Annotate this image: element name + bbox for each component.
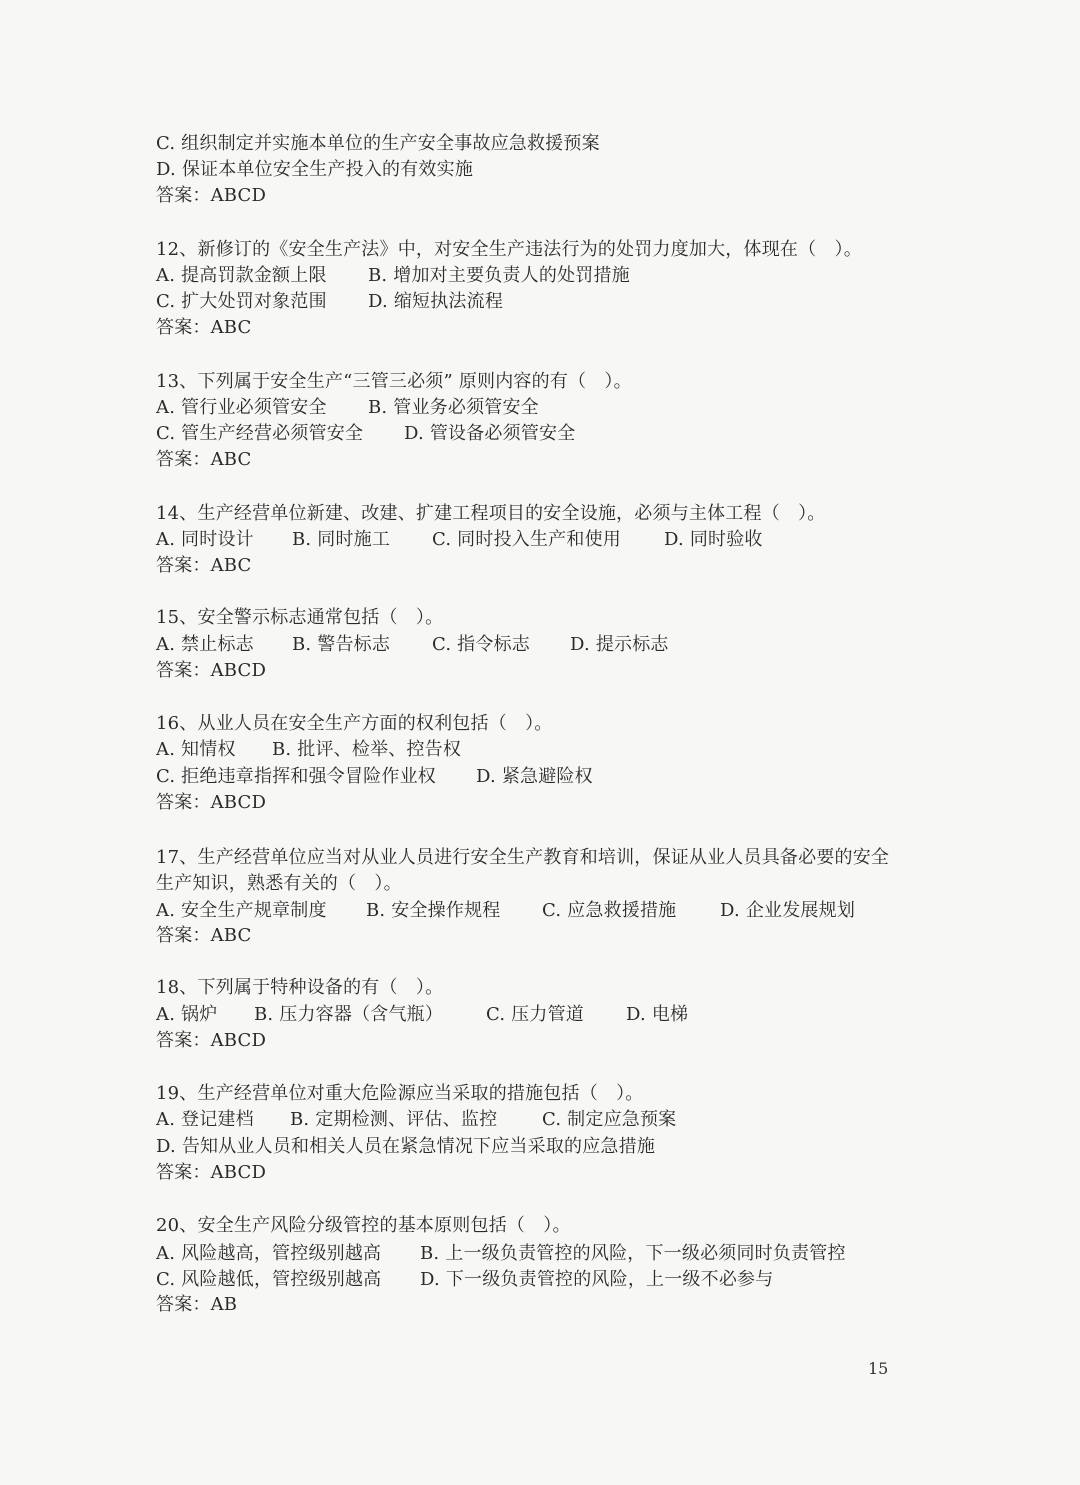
question-text: 15、安全警示标志通常包括（ ）。: [156, 607, 444, 628]
option: C. 管生产经营必须管安全: [156, 423, 364, 444]
option: D. 下一级负责管控的风险，上一级不必参与: [420, 1269, 774, 1290]
question-text: 19、生产经营单位对重大危险源应当采取的措施包括（ ）。: [156, 1083, 644, 1104]
option: D. 告知从业人员和相关人员在紧急情况下应当采取的应急措施: [156, 1136, 656, 1157]
option: A. 安全生产规章制度: [156, 900, 327, 921]
option: B. 上一级负责管控的风险，下一级必须同时负责管控: [420, 1243, 846, 1264]
answer: 答案：ABC: [156, 925, 252, 946]
answer: 答案：ABCD: [156, 660, 267, 681]
answer: 答案：ABCD: [156, 1030, 267, 1051]
option: C. 风险越低，管控级别越高: [156, 1269, 382, 1290]
option: A. 提高罚款金额上限: [156, 265, 327, 286]
answer: 答案：ABCD: [156, 185, 267, 206]
option: C. 组织制定并实施本单位的生产安全事故应急救援预案: [156, 133, 600, 154]
page-number: 15: [868, 1359, 889, 1378]
answer: 答案：AB: [156, 1294, 238, 1315]
option: B. 压力容器（含气瓶）: [254, 1004, 444, 1025]
option: C. 拒绝违章指挥和强令冒险作业权: [156, 766, 436, 787]
option: C. 压力管道: [486, 1004, 584, 1025]
option: D. 同时验收: [664, 529, 763, 550]
option: D. 缩短执法流程: [368, 291, 504, 312]
option: C. 指令标志: [432, 634, 530, 655]
option: C. 同时投入生产和使用: [432, 529, 621, 550]
answer: 答案：ABC: [156, 555, 252, 576]
option: A. 知情权: [156, 739, 236, 760]
question-text: 18、下列属于特种设备的有（ ）。: [156, 977, 444, 998]
option: D. 电梯: [626, 1004, 689, 1025]
option: B. 增加对主要负责人的处罚措施: [368, 265, 630, 286]
option: C. 扩大处罚对象范围: [156, 291, 327, 312]
option: A. 管行业必须管安全: [156, 397, 327, 418]
option: A. 禁止标志: [156, 634, 254, 655]
option: B. 管业务必须管安全: [368, 397, 539, 418]
option: A. 锅炉: [156, 1004, 218, 1025]
question-text-continued: 生产知识，熟悉有关的（ ）。: [156, 873, 402, 894]
question-text: 17、生产经营单位应当对从业人员进行安全生产教育和培训，保证从业人员具备必要的安全: [156, 847, 890, 868]
answer: 答案：ABC: [156, 317, 252, 338]
option: C. 制定应急预案: [542, 1109, 677, 1130]
question-text: 14、生产经营单位新建、改建、扩建工程项目的安全设施，必须与主体工程（ ）。: [156, 503, 826, 524]
answer: 答案：ABC: [156, 449, 252, 470]
option: D. 提示标志: [570, 634, 669, 655]
option: A. 风险越高，管控级别越高: [156, 1243, 382, 1264]
option: B. 警告标志: [292, 634, 391, 655]
question-text: 20、安全生产风险分级管控的基本原则包括（ ）。: [156, 1215, 571, 1236]
option: B. 安全操作规程: [366, 900, 501, 921]
option: C. 应急救援措施: [542, 900, 677, 921]
option: D. 企业发展规划: [720, 900, 856, 921]
answer: 答案：ABCD: [156, 792, 267, 813]
question-text: 13、下列属于安全生产“三管三必须” 原则内容的有（ ）。: [156, 371, 632, 392]
option: A. 同时设计: [156, 529, 254, 550]
question-text: 16、从业人员在安全生产方面的权利包括（ ）。: [156, 713, 553, 734]
option: B. 定期检测、评估、监控: [290, 1109, 498, 1130]
option: B. 同时施工: [292, 529, 391, 550]
option: D. 管设备必须管安全: [404, 423, 576, 444]
answer: 答案：ABCD: [156, 1162, 267, 1183]
option: B. 批评、检举、控告权: [272, 739, 462, 760]
option: D. 紧急避险权: [476, 766, 593, 787]
question-text: 12、新修订的《安全生产法》中，对安全生产违法行为的处罚力度加大，体现在（ ）。: [156, 239, 862, 260]
option: A. 登记建档: [156, 1109, 254, 1130]
option: D. 保证本单位安全生产投入的有效实施: [156, 159, 474, 180]
